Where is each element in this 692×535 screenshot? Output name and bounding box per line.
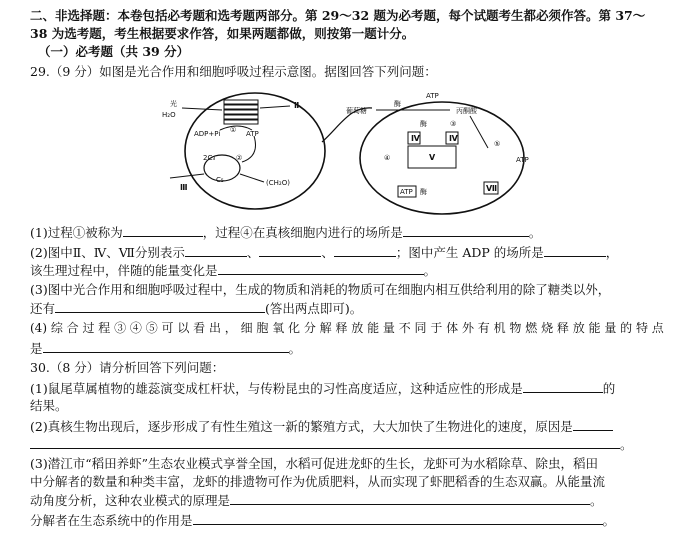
q29-stem-text: 29.（9 分）如图是光合作用和细胞呼吸过程示意图。据图回答下列问题：: [30, 64, 437, 79]
q29-p4b: 是: [30, 341, 43, 356]
q30-p3c: 动角度分析，这种农业模式的原理是: [30, 493, 231, 508]
q30-part3-e: [30, 512, 662, 529]
q30-p3e: 分解者在生态系统中的作用是: [30, 513, 193, 528]
q29-p2b: ；图中产生 ADP 的场所是: [395, 245, 544, 260]
answer-blank[interactable]: [30, 436, 620, 449]
q30-part1-cont: [30, 398, 662, 414]
atp-to-calvin-arrow: [242, 136, 256, 162]
atp-label-left: ATP: [246, 130, 259, 138]
q29-p3c: (答出两点即可)。: [265, 301, 363, 316]
answer-blank[interactable]: [123, 224, 203, 237]
q30-part3-b: [30, 474, 662, 490]
answer-blank[interactable]: [55, 300, 265, 313]
ch2o-label: (CH₂O): [266, 179, 290, 187]
q30-p3f: 。: [602, 513, 616, 528]
light-arrow: [182, 108, 222, 110]
section-sub-text: （一）必考题（共 39 分）: [38, 44, 190, 59]
q29-p1c: 。: [528, 225, 542, 240]
c5-label: C₅: [216, 176, 224, 184]
q29-p3b: 还有: [30, 301, 56, 316]
q30-p3b: 中分解者的数量和种类丰富，龙虾的排遗物可作为优质肥料，从而实现了虾肥稻香的生态双赢。从能量流: [30, 474, 606, 489]
q30-part2: [30, 418, 662, 435]
step5-label: ⑤: [494, 140, 501, 148]
answer-blank[interactable]: [185, 244, 247, 257]
atp-label-box: ATP: [400, 188, 413, 196]
enzyme-label-mid: 酶: [420, 120, 427, 128]
q29-p4a: (4) 综 合 过 程 ③ ④ ⑤ 可 以 看 出 ， 细 胞 氧 化 分 解 释 放 能 量 不 同 于 体 外 有 机 物 燃 烧 释 放 能 量 的 特 点: [30, 321, 664, 335]
r5-label: Ⅴ: [429, 153, 436, 162]
q29-p2c: ，: [605, 245, 619, 260]
q30-part3: [30, 456, 662, 472]
answer-blank[interactable]: [523, 380, 603, 393]
q30-p2b: 。: [620, 437, 633, 452]
r3-label: Ⅲ: [180, 183, 188, 192]
light-label: 光: [170, 100, 177, 108]
q30-p1c: 结果。: [30, 398, 68, 413]
r4-label-2: Ⅳ: [449, 134, 458, 143]
q29-part4-cont: [30, 340, 662, 357]
section-heading-cont-text: 38 为选考题，考生根据要求作答，如果两题都做，则按第一题计分。: [30, 26, 415, 41]
section-sub: [38, 44, 662, 60]
q29-p1b: ，过程④在真核细胞内进行的场所是: [202, 225, 403, 240]
c3-label: 2C₃: [203, 154, 216, 162]
to-sugar-arrow: [240, 174, 264, 182]
photosynthesis-respiration-diagram: [150, 86, 560, 222]
answer-blank[interactable]: [193, 512, 603, 525]
grana-stack-icon: [224, 100, 258, 124]
q29-part1: [30, 224, 662, 241]
section-heading: [30, 8, 662, 24]
q29-p3a: (3)图中光合作用和细胞呼吸过程中，生成的物质和消耗的物质可在细胞内相互供给利用的除了糖类以外，: [30, 282, 611, 297]
r2-arrow: [260, 106, 290, 108]
q29-p2a: (2)图中Ⅱ、Ⅳ、Ⅶ分别表示: [30, 245, 185, 260]
step3-label: ③: [450, 120, 457, 128]
q30-p2a: (2)真核生物出现后，逐步形成了有性生殖这一新的繁殖方式，大大加快了生物进化的速度，原因是: [30, 419, 573, 434]
answer-blank[interactable]: [218, 262, 424, 275]
q29-part2-cont: [30, 262, 662, 279]
q29-part2: [30, 244, 662, 261]
answer-blank[interactable]: [573, 418, 613, 431]
q30-part1: [30, 380, 662, 397]
step2-label: ②: [236, 154, 243, 162]
enzyme-label-top: 酶: [394, 100, 401, 108]
q29-p2e: 。: [423, 263, 437, 278]
q29-p1a: (1)过程①被称为: [30, 225, 123, 240]
answer-blank[interactable]: [403, 224, 529, 237]
q30-stem-text: 30.（8 分）请分析回答下列问题：: [30, 360, 225, 375]
q30-part3-c: [30, 492, 662, 509]
answer-blank[interactable]: [334, 244, 396, 257]
r4-label: Ⅳ: [411, 134, 420, 143]
q29-part4: [30, 320, 662, 336]
q29-stem: [30, 64, 662, 80]
q30-stem: [30, 360, 662, 376]
q30-p3a: (3)潜江市“稻田养虾”生态农业模式享誉全国，水稻可促进龙虾的生长，龙虾可为水稻除草、除虫，稻田: [30, 456, 598, 471]
pyruvate-label: 丙酮酸: [456, 107, 477, 115]
q29-part3-cont: [30, 300, 662, 317]
section-heading-cont: [30, 26, 662, 42]
step5-arrow: [470, 116, 488, 148]
r2-label: Ⅱ: [294, 101, 300, 110]
atp-label-right: ATP: [516, 156, 529, 164]
answer-blank[interactable]: [259, 244, 321, 257]
section-heading-text: 二、非选择题：本卷包括必考题和选考题两部分。第 29～32 题为必考题，每个试题考生都必须作答。第 37～: [30, 8, 646, 23]
q30-p3d: 。: [590, 493, 603, 508]
enzyme-label-bottom: 酶: [420, 188, 427, 196]
adp-pi-label: ADP+Pi: [194, 130, 221, 138]
answer-blank[interactable]: [544, 244, 606, 257]
q29-part3: [30, 282, 662, 298]
answer-blank[interactable]: [43, 340, 289, 353]
q30-p1b: 的: [602, 381, 616, 396]
q29-p2d: 该生理过程中，伴随的能量变化是: [30, 263, 218, 278]
q29-p4c: 。: [288, 341, 302, 356]
r7-label: Ⅶ: [486, 184, 498, 193]
step1-label: ①: [230, 126, 237, 134]
q30-p1a: (1)鼠尾草属植物的雄蕊演变成杠杆状，与传粉昆虫的习性高度适应，这种适应性的形成是: [30, 381, 523, 396]
q30-part2-cont: [30, 436, 662, 453]
answer-blank[interactable]: [230, 492, 590, 505]
q29-p2sep1: 、: [246, 245, 260, 260]
q29-p2sep2: 、: [321, 245, 334, 260]
r3-arrow: [170, 174, 204, 178]
h2o-label: H₂O: [162, 111, 176, 119]
step4-label: ④: [384, 154, 391, 162]
atp-label-top: ATP: [426, 92, 439, 100]
glucose-label: 葡萄糖: [346, 107, 367, 115]
